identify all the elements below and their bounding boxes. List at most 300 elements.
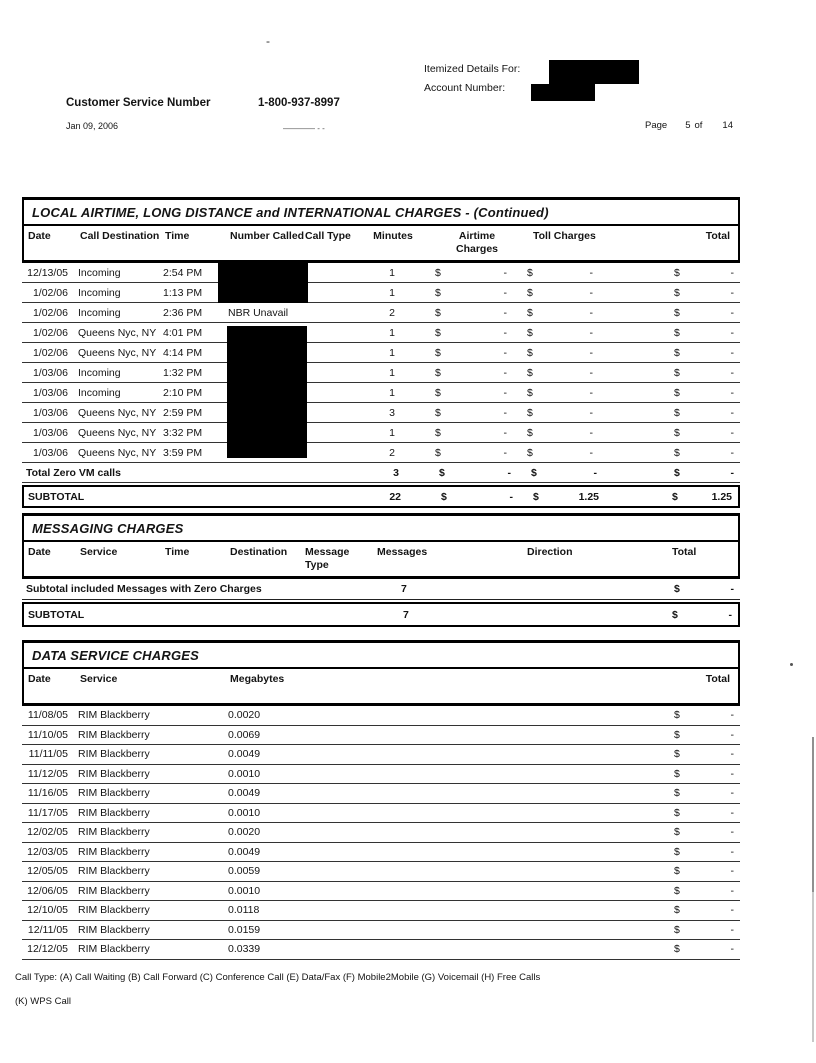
total-charge-cell	[674, 347, 734, 359]
page-total: 14	[722, 120, 733, 131]
toll-charge-cell	[527, 427, 593, 439]
redaction-box-phone-numbers	[218, 263, 308, 303]
column-header-total: Total	[705, 230, 730, 242]
dollar-sign: $	[674, 767, 680, 780]
total-charge-cell	[672, 609, 732, 621]
call-destination: Queens Nyc, NY	[78, 346, 157, 359]
total-charge-value: -	[730, 709, 734, 722]
dollar-sign: $	[435, 346, 441, 359]
toll-charge-cell	[527, 267, 593, 279]
dollar-sign: $	[439, 466, 445, 479]
dollar-sign: $	[533, 490, 539, 503]
service-name: RIM Blackberry	[78, 845, 150, 858]
data-usage-row	[22, 765, 740, 785]
column-header-minutes: Minutes	[373, 230, 413, 242]
column-header-total: Total	[672, 546, 697, 558]
column-header-date: Date	[28, 230, 51, 242]
total-charge-value: -	[730, 446, 734, 459]
airtime-row	[22, 403, 740, 423]
service-name: RIM Blackberry	[78, 748, 150, 761]
megabytes-value: 0.0049	[228, 787, 261, 800]
messaging-table-header-box	[22, 513, 740, 579]
total-charge-value: -	[730, 466, 734, 479]
page-of-label: of	[694, 120, 703, 131]
airtime-charge-value: -	[503, 286, 507, 299]
dollar-sign: $	[672, 608, 678, 621]
service-name: RIM Blackberry	[78, 826, 150, 839]
minutes-value: 1	[389, 326, 395, 339]
call-time: 2:54 PM	[163, 266, 203, 279]
page-current: 5	[685, 120, 691, 131]
service-name: RIM Blackberry	[78, 709, 150, 722]
service-name: RIM Blackberry	[78, 787, 150, 800]
service-name: RIM Blackberry	[78, 728, 150, 741]
total-charge-cell	[674, 826, 734, 838]
toll-charge-value: -	[593, 466, 597, 479]
account-details-block	[424, 60, 520, 98]
data-usage-row	[22, 726, 740, 746]
service-name: RIM Blackberry	[78, 904, 150, 917]
toll-charge-cell	[527, 327, 593, 339]
toll-charge-value: -	[589, 306, 593, 319]
dollar-sign: $	[435, 446, 441, 459]
total-charge-cell	[674, 943, 734, 955]
subtotal-label: SUBTOTAL	[28, 608, 85, 621]
data-service-charges-table	[22, 640, 740, 960]
total-charge-cell	[674, 327, 734, 339]
megabytes-value: 0.0020	[228, 709, 261, 722]
megabytes-value: 0.0069	[228, 728, 261, 741]
airtime-table-column-headers	[24, 226, 738, 260]
total-charge-value: -	[730, 386, 734, 399]
total-charge-cell	[674, 583, 734, 595]
column-header-total: Total	[705, 673, 730, 685]
airtime-charge-value: -	[503, 406, 507, 419]
total-charge-value: 1.25	[711, 490, 732, 503]
call-date: 1/02/06	[32, 346, 68, 359]
dollar-sign: $	[674, 943, 680, 956]
airtime-table-header-box	[22, 197, 740, 263]
minutes-value: 1	[389, 266, 395, 279]
data-usage-row	[22, 706, 740, 726]
megabytes-value: 0.0010	[228, 884, 261, 897]
usage-date: 12/02/05	[27, 826, 68, 839]
service-name: RIM Blackberry	[78, 923, 150, 936]
total-charge-cell	[674, 467, 734, 479]
dollar-sign: $	[674, 466, 680, 479]
call-time: 2:36 PM	[163, 306, 203, 319]
airtime-subtotal-box	[22, 485, 740, 508]
usage-date: 12/12/05	[27, 943, 68, 956]
megabytes-value: 0.0010	[228, 806, 261, 819]
airtime-charge-cell	[435, 327, 507, 339]
call-date: 1/02/06	[32, 326, 68, 339]
toll-charge-cell	[527, 447, 593, 459]
data-usage-row	[22, 843, 740, 863]
minutes-value: 3	[389, 406, 395, 419]
airtime-charge-cell	[435, 447, 507, 459]
airtime-charge-value: -	[509, 490, 513, 503]
messaging-subtotal-box	[22, 602, 740, 627]
column-header-messages: Messages	[377, 546, 428, 558]
total-charge-value: -	[730, 845, 734, 858]
dollar-sign: $	[435, 266, 441, 279]
total-zero-vm-row	[22, 463, 740, 483]
service-name: RIM Blackberry	[78, 943, 150, 956]
minutes-value: 22	[389, 490, 401, 503]
data-table-header-box	[22, 640, 740, 706]
total-charge-value: -	[730, 583, 734, 595]
dollar-sign: $	[674, 845, 680, 858]
call-destination: Incoming	[78, 306, 121, 319]
call-destination: Queens Nyc, NY	[78, 446, 157, 459]
dollar-sign: $	[674, 904, 680, 917]
minutes-value: 1	[389, 386, 395, 399]
airtime-table-title: LOCAL AIRTIME, LONG DISTANCE and INTERNATIONAL CHARGES - (Continued)	[24, 200, 738, 226]
messaging-subtotal-row	[24, 604, 738, 625]
dollar-sign: $	[674, 806, 680, 819]
dollar-sign: $	[435, 426, 441, 439]
toll-charge-value: 1.25	[578, 490, 599, 503]
total-charge-cell	[674, 865, 734, 877]
airtime-charge-cell	[441, 491, 513, 503]
column-header-message-type: Message Type	[305, 546, 350, 571]
usage-date: 12/03/05	[27, 845, 68, 858]
customer-service-label: Customer Service Number	[66, 97, 211, 109]
dollar-sign: $	[527, 346, 533, 359]
data-usage-row	[22, 862, 740, 882]
dollar-sign: $	[527, 406, 533, 419]
call-time: 2:59 PM	[163, 406, 203, 419]
call-destination: Incoming	[78, 266, 121, 279]
megabytes-value: 0.0339	[228, 943, 261, 956]
total-charge-cell	[674, 387, 734, 399]
dollar-sign: $	[674, 406, 680, 419]
usage-date: 11/12/05	[27, 767, 68, 780]
call-destination: Queens Nyc, NY	[78, 426, 157, 439]
airtime-row	[22, 383, 740, 403]
airtime-charge-cell	[435, 407, 507, 419]
toll-charge-cell	[527, 287, 593, 299]
total-charge-value: -	[730, 787, 734, 800]
toll-charge-cell	[527, 407, 593, 419]
airtime-charge-cell	[435, 287, 507, 299]
toll-charge-value: -	[589, 286, 593, 299]
airtime-subtotal-row	[24, 487, 738, 506]
dollar-sign: $	[435, 286, 441, 299]
page-label: Page	[645, 120, 668, 131]
total-charge-value: -	[730, 728, 734, 741]
airtime-charge-value: -	[503, 426, 507, 439]
dollar-sign: $	[674, 787, 680, 800]
dollar-sign: $	[527, 386, 533, 399]
call-date: 1/03/06	[32, 386, 68, 399]
toll-charge-value: -	[589, 326, 593, 339]
column-header-call-destination: Call Destination	[80, 230, 160, 242]
service-name: RIM Blackberry	[78, 865, 150, 878]
scan-artifact-line	[812, 892, 814, 1042]
total-charge-cell	[674, 768, 734, 780]
total-charge-value: -	[730, 406, 734, 419]
usage-date: 12/05/05	[27, 865, 68, 878]
zero-charges-label: Subtotal included Messages with Zero Charges	[26, 583, 262, 595]
account-number-label: Account Number:	[424, 82, 506, 94]
total-charge-cell	[674, 367, 734, 379]
toll-charge-value: -	[589, 366, 593, 379]
airtime-charge-value: -	[507, 466, 511, 479]
dollar-sign: $	[674, 923, 680, 936]
messages-count: 7	[401, 583, 407, 595]
itemized-details-label: Itemized Details For:	[424, 63, 521, 75]
redaction-box-phone-numbers	[227, 326, 307, 458]
airtime-charge-value: -	[503, 266, 507, 279]
dollar-sign: $	[435, 406, 441, 419]
dollar-sign: $	[674, 426, 680, 439]
data-usage-row	[22, 784, 740, 804]
total-charge-value: -	[730, 326, 734, 339]
toll-charge-cell	[533, 491, 599, 503]
column-header-airtime-charges: Airtime Charges	[455, 230, 498, 255]
total-charge-value: -	[730, 286, 734, 299]
call-date: 1/02/06	[32, 286, 68, 299]
scan-artifact-speck	[790, 663, 793, 666]
redaction-box-customer-name	[549, 60, 639, 84]
dollar-sign: $	[435, 386, 441, 399]
dollar-sign: $	[527, 446, 533, 459]
dollar-sign: $	[674, 583, 680, 595]
data-table-title: DATA SERVICE CHARGES	[24, 643, 738, 669]
toll-charge-value: -	[589, 446, 593, 459]
total-charge-value: -	[730, 904, 734, 917]
statement-date: Jan 09, 2006	[66, 121, 119, 131]
total-charge-value: -	[730, 426, 734, 439]
total-charge-value: -	[730, 923, 734, 936]
data-usage-row	[22, 901, 740, 921]
data-usage-row	[22, 921, 740, 941]
total-charge-cell	[674, 447, 734, 459]
total-charge-value: -	[730, 826, 734, 839]
call-destination: Incoming	[78, 386, 121, 399]
column-header-direction: Direction	[527, 546, 573, 558]
total-zero-vm-label: Total Zero VM calls	[26, 466, 121, 479]
call-date: 1/03/06	[32, 426, 68, 439]
dollar-sign: $	[674, 728, 680, 741]
airtime-row	[22, 303, 740, 323]
scan-artifact-dash: -	[266, 34, 270, 48]
airtime-charge-value: -	[503, 386, 507, 399]
messaging-table-title: MESSAGING CHARGES	[24, 516, 738, 542]
total-charge-value: -	[730, 366, 734, 379]
data-usage-row	[22, 745, 740, 765]
dollar-sign: $	[672, 490, 678, 503]
call-destination: Queens Nyc, NY	[78, 326, 157, 339]
dollar-sign: $	[674, 346, 680, 359]
toll-charge-cell	[527, 367, 593, 379]
toll-charge-value: -	[589, 426, 593, 439]
megabytes-value: 0.0159	[228, 923, 261, 936]
airtime-row	[22, 363, 740, 383]
dollar-sign: $	[674, 326, 680, 339]
dollar-sign: $	[674, 446, 680, 459]
airtime-row	[22, 443, 740, 463]
column-header-time: Time	[165, 230, 190, 242]
column-header-destination: Destination	[230, 546, 288, 558]
messaging-zero-charges-row	[22, 579, 740, 600]
call-time: 4:01 PM	[163, 326, 203, 339]
dollar-sign: $	[674, 709, 680, 722]
airtime-row	[22, 283, 740, 303]
minutes-value: 1	[389, 366, 395, 379]
number-called: NBR Unavail	[228, 306, 289, 319]
usage-date: 11/08/05	[27, 709, 68, 722]
column-header-call-type: Call Type	[305, 230, 351, 242]
call-destination: Queens Nyc, NY	[78, 406, 157, 419]
call-date: 1/02/06	[32, 306, 68, 319]
total-charge-cell	[674, 924, 734, 936]
dollar-sign: $	[674, 306, 680, 319]
column-header-megabytes: Megabytes	[230, 673, 285, 685]
usage-date: 11/10/05	[27, 728, 68, 741]
dollar-sign: $	[674, 865, 680, 878]
total-charge-value: -	[730, 865, 734, 878]
total-charge-value: -	[730, 266, 734, 279]
total-charge-value: -	[730, 767, 734, 780]
scan-artifact-line	[812, 737, 814, 892]
dollar-sign: $	[527, 366, 533, 379]
total-charge-value: -	[728, 608, 732, 621]
airtime-charge-cell	[435, 367, 507, 379]
dollar-sign: $	[527, 426, 533, 439]
total-charge-value: -	[730, 306, 734, 319]
service-name: RIM Blackberry	[78, 884, 150, 897]
airtime-charge-cell	[435, 387, 507, 399]
total-charge-cell	[672, 491, 732, 503]
customer-service-number: 1-800-937-8997	[258, 97, 340, 109]
total-charge-cell	[674, 904, 734, 916]
total-charge-cell	[674, 807, 734, 819]
megabytes-value: 0.0049	[228, 748, 261, 761]
scan-artifact-underline: ———— - -	[283, 124, 325, 133]
total-charge-cell	[674, 307, 734, 319]
airtime-charge-cell	[435, 307, 507, 319]
dollar-sign: $	[435, 306, 441, 319]
airtime-charge-value: -	[503, 366, 507, 379]
total-charge-cell	[674, 709, 734, 721]
toll-charge-cell	[527, 307, 593, 319]
minutes-value: 2	[389, 306, 395, 319]
total-charge-cell	[674, 427, 734, 439]
megabytes-value: 0.0049	[228, 845, 261, 858]
dollar-sign: $	[674, 366, 680, 379]
service-name: RIM Blackberry	[78, 806, 150, 819]
call-time: 1:32 PM	[163, 366, 203, 379]
dollar-sign: $	[527, 286, 533, 299]
airtime-charge-value: -	[503, 446, 507, 459]
total-charge-cell	[674, 407, 734, 419]
minutes-value: 3	[393, 466, 399, 479]
dollar-sign: $	[441, 490, 447, 503]
subtotal-label: SUBTOTAL	[28, 490, 85, 503]
toll-charge-cell	[531, 467, 597, 479]
messaging-charges-table	[22, 513, 740, 627]
airtime-row	[22, 263, 740, 283]
call-date: 12/13/05	[27, 266, 68, 279]
total-charge-value: -	[730, 806, 734, 819]
airtime-charge-value: -	[503, 326, 507, 339]
redaction-box-account-number	[531, 84, 595, 101]
total-charge-cell	[674, 885, 734, 897]
call-destination: Incoming	[78, 366, 121, 379]
column-header-date: Date	[28, 673, 51, 685]
airtime-charge-cell	[439, 467, 511, 479]
column-header-time: Time	[165, 546, 190, 558]
column-header-number-called: Number Called	[230, 230, 305, 242]
total-charge-cell	[674, 287, 734, 299]
call-type-legend: Call Type: (A) Call Waiting (B) Call Forward (C) Conference Call (E) Data/Fax (F) Mobile2Mobile (G) Voicemail (H) Free Calls	[15, 972, 541, 983]
column-header-service: Service	[80, 673, 118, 685]
megabytes-value: 0.0059	[228, 865, 261, 878]
total-charge-cell	[674, 846, 734, 858]
call-destination: Incoming	[78, 286, 121, 299]
total-charge-cell	[674, 267, 734, 279]
airtime-charge-value: -	[503, 306, 507, 319]
usage-date: 11/17/05	[27, 806, 68, 819]
data-usage-row	[22, 804, 740, 824]
dollar-sign: $	[674, 748, 680, 761]
airtime-charges-table	[22, 197, 740, 508]
minutes-value: 2	[389, 446, 395, 459]
megabytes-value: 0.0020	[228, 826, 261, 839]
dollar-sign: $	[674, 286, 680, 299]
airtime-charge-cell	[435, 427, 507, 439]
airtime-row	[22, 343, 740, 363]
airtime-charge-value: -	[503, 346, 507, 359]
dollar-sign: $	[674, 884, 680, 897]
messaging-table-column-headers	[24, 542, 738, 576]
column-header-service: Service	[80, 546, 118, 558]
minutes-value: 1	[389, 346, 395, 359]
airtime-charge-cell	[435, 267, 507, 279]
airtime-row	[22, 323, 740, 343]
dollar-sign: $	[527, 306, 533, 319]
call-date: 1/03/06	[32, 366, 68, 379]
usage-date: 11/11/05	[28, 748, 68, 761]
total-charge-value: -	[730, 748, 734, 761]
dollar-sign: $	[674, 386, 680, 399]
total-charge-value: -	[730, 943, 734, 956]
toll-charge-value: -	[589, 406, 593, 419]
total-charge-cell	[674, 729, 734, 741]
service-name: RIM Blackberry	[78, 767, 150, 780]
total-charge-value: -	[730, 346, 734, 359]
data-usage-row	[22, 940, 740, 960]
column-header-toll-charges: Toll Charges	[533, 230, 596, 242]
minutes-value: 1	[389, 426, 395, 439]
total-charge-cell	[674, 748, 734, 760]
dollar-sign: $	[674, 826, 680, 839]
data-usage-row	[22, 823, 740, 843]
toll-charge-value: -	[589, 346, 593, 359]
messages-count: 7	[403, 608, 409, 621]
dollar-sign: $	[674, 266, 680, 279]
minutes-value: 1	[389, 286, 395, 299]
total-charge-cell	[674, 787, 734, 799]
usage-date: 12/06/05	[27, 884, 68, 897]
page-indicator	[645, 120, 733, 131]
dollar-sign: $	[531, 466, 537, 479]
toll-charge-value: -	[589, 386, 593, 399]
toll-charge-cell	[527, 387, 593, 399]
